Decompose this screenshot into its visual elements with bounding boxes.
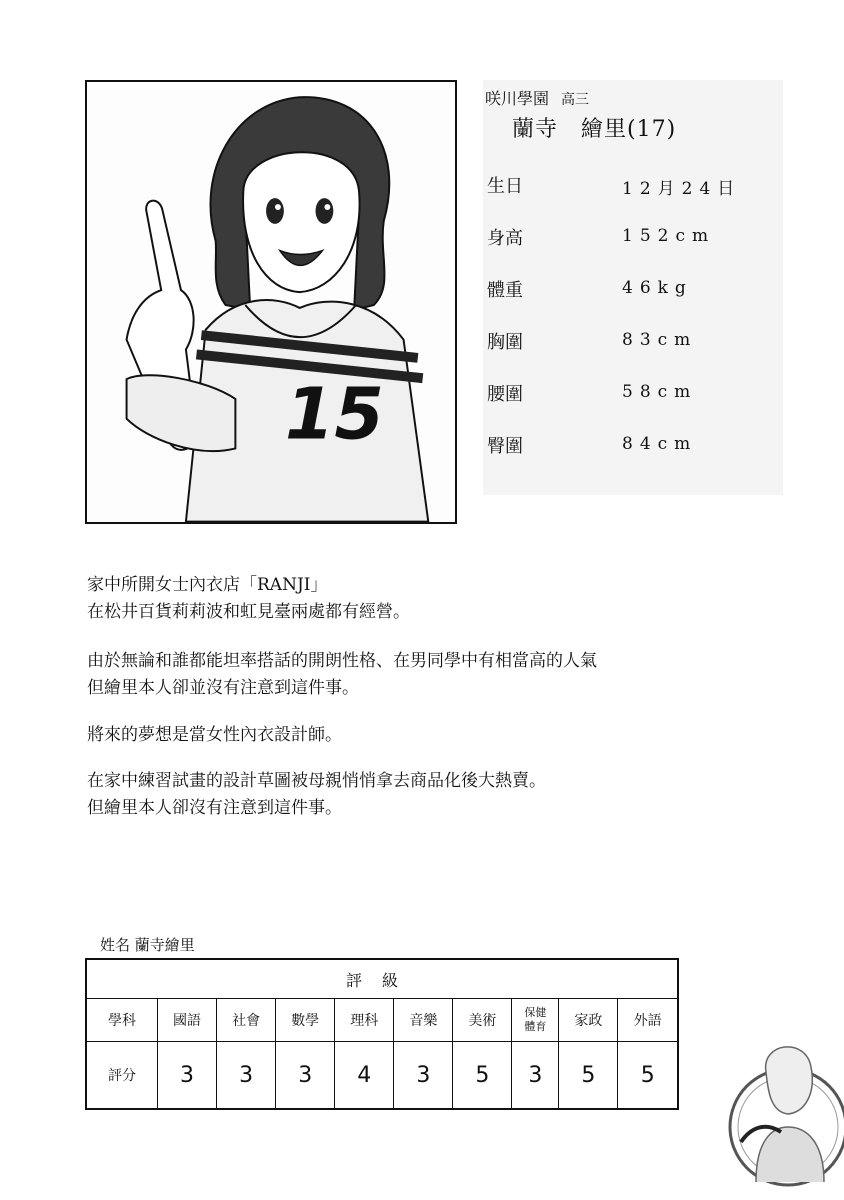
score-health-pe: 3 <box>512 1042 559 1110</box>
stat-value-bust: 83cm <box>622 330 698 350</box>
school-grade: 高三 <box>561 92 590 108</box>
description-line-6: 在家中練習試畫的設計草圖被母親悄悄拿去商品化後大熱賣。 <box>87 771 546 791</box>
shirt-number: 15 <box>284 372 384 456</box>
school-name: 咲川學園 <box>485 89 550 108</box>
description-line-2: 在松井百貨莉莉波和虹見臺兩處都有經營。 <box>87 602 410 622</box>
school-line <box>485 86 589 109</box>
score-art: 5 <box>453 1042 512 1110</box>
subject-music: 音樂 <box>394 999 453 1042</box>
stat-value-weight: 46kg <box>622 278 693 298</box>
stat-label-hip: 臀圍 <box>487 436 523 457</box>
grade-table-title: 評級 <box>86 959 678 999</box>
character-name: 蘭寺 繪里(17) <box>512 117 677 142</box>
translator-seal-watermark <box>726 1032 844 1190</box>
score-japanese: 3 <box>158 1042 217 1110</box>
subject-row <box>86 999 678 1042</box>
description-line-4: 但繪里本人卻並沒有注意到這件事。 <box>87 678 359 698</box>
stat-value-waist: 58cm <box>622 382 698 402</box>
score-foreign-lang: 5 <box>618 1042 678 1110</box>
subject-foreign-lang: 外語 <box>618 999 678 1042</box>
stat-value-height: 152cm <box>622 226 716 246</box>
stat-label-height: 身高 <box>487 228 523 249</box>
stat-value-hip: 84cm <box>622 434 698 454</box>
score-math: 3 <box>276 1042 335 1110</box>
subject-japanese: 國語 <box>158 999 217 1042</box>
stat-label-bust: 胸圍 <box>487 332 523 353</box>
score-social: 3 <box>217 1042 276 1110</box>
description-line-3: 由於無論和誰都能坦率搭話的開朗性格、在男同學中有相當高的人氣 <box>87 651 597 671</box>
subject-home-ec: 家政 <box>559 999 618 1042</box>
stat-label-weight: 體重 <box>487 280 523 301</box>
stat-label-birthday: 生日 <box>487 176 523 197</box>
stat-value-birthday: 12月24日 <box>622 179 742 199</box>
subject-art: 美術 <box>453 999 512 1042</box>
grade-table-header <box>86 959 678 999</box>
subject-row-label: 學科 <box>86 999 158 1042</box>
subject-health-bottom: 體育 <box>524 1020 547 1033</box>
subject-health-pe <box>512 999 559 1042</box>
score-science: 4 <box>335 1042 394 1110</box>
score-row-label: 評分 <box>86 1042 158 1110</box>
score-music: 3 <box>394 1042 453 1110</box>
description-line-5: 將來的夢想是當女性內衣設計師。 <box>87 725 342 745</box>
description-line-7: 但繪里本人卻沒有注意到這件事。 <box>87 798 342 818</box>
score-row <box>86 1042 678 1110</box>
student-name: 姓名 蘭寺繪里 <box>100 936 195 954</box>
score-home-ec: 5 <box>559 1042 618 1110</box>
description-line-1: 家中所開女士內衣店「RANJI」 <box>87 575 328 595</box>
character-illustration <box>85 80 457 524</box>
subject-science: 理科 <box>335 999 394 1042</box>
grade-table <box>85 958 679 1110</box>
subject-social: 社會 <box>217 999 276 1042</box>
subject-math: 數學 <box>276 999 335 1042</box>
character-drawing <box>87 82 455 522</box>
subject-health-top: 保健 <box>524 1006 547 1019</box>
stat-label-waist: 腰圍 <box>487 384 523 405</box>
